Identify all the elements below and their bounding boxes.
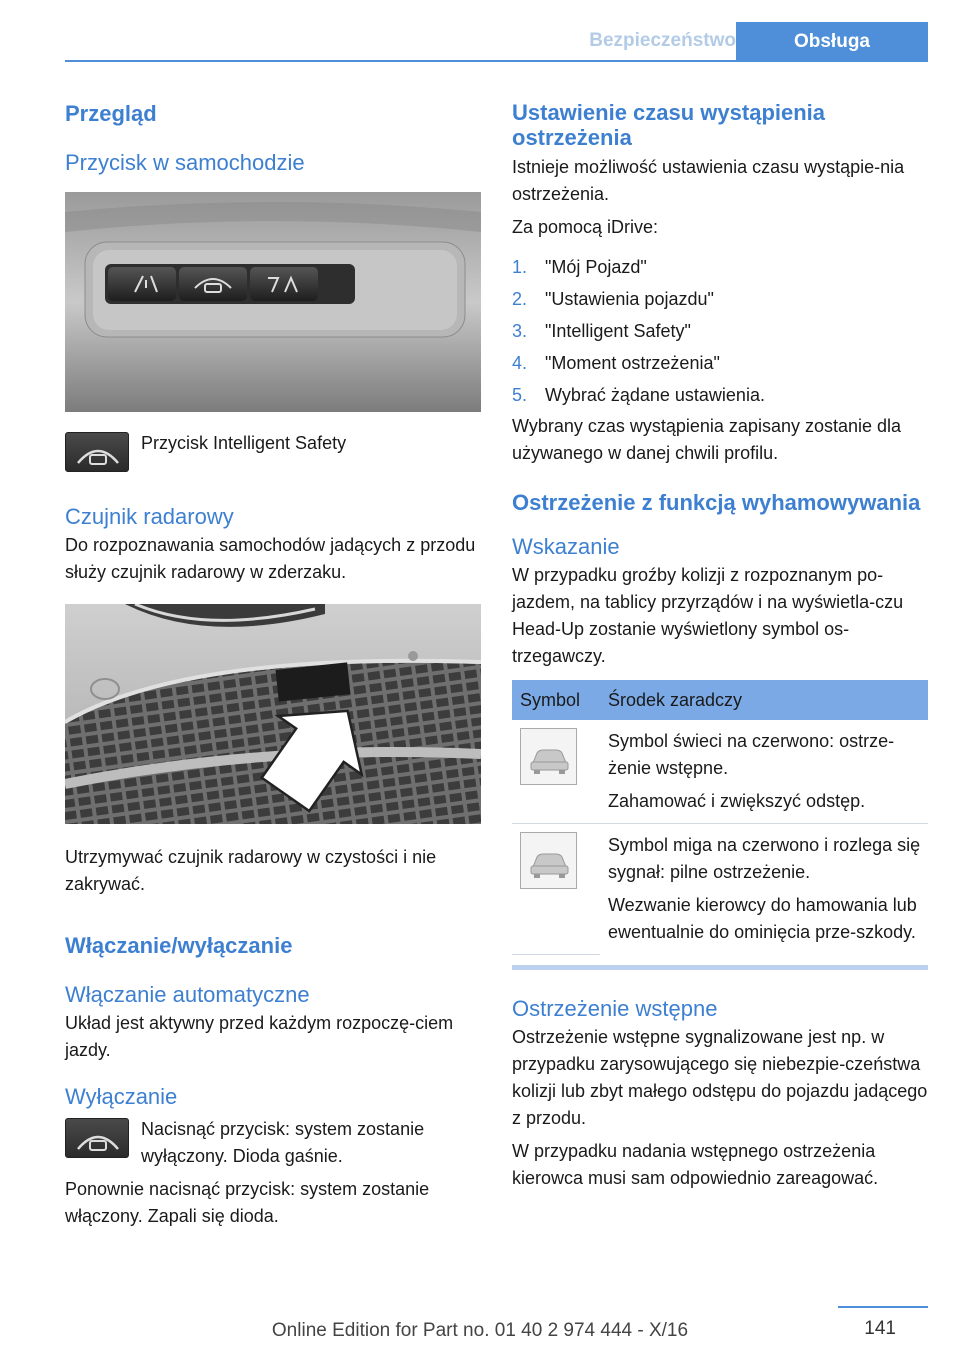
heading-warning-time: Ustawienie czasu wystąpienia ostrzeżenia: [512, 100, 826, 150]
col-symbol: Symbol: [512, 680, 600, 720]
table-row: [512, 824, 928, 955]
button-caption: Przycisk Intelligent Safety: [141, 433, 347, 453]
heading-radar-sensor: Czujnik radarowy: [65, 504, 234, 529]
car-warning-flash-icon: [520, 832, 577, 889]
left-column: [65, 100, 481, 1230]
heading-button-in-car: Przycisk w samochodzie: [65, 150, 305, 175]
row1-text-a: Symbol świeci na czerwono: ostrze-żenie wstępne.: [608, 731, 895, 778]
switch-on-again-text: Ponownie nacisnąć przycisk: system zostanie włączony. Zapali się dioda.: [65, 1179, 430, 1226]
auto-on-text: Układ jest aktywny przed każdym rozpoczę-ciem jazdy.: [65, 1013, 454, 1060]
step-item: 2. "Ustawienia pojazdu": [512, 289, 714, 309]
step-item: 1. "Mój Pojazd": [512, 257, 647, 277]
radar-clean-text: Utrzymywać czujnik radarowy w czystości i nie zakrywać.: [65, 847, 437, 894]
section-tab-safety[interactable]: Bezpieczeństwo: [589, 30, 736, 51]
page-header: [65, 22, 928, 62]
edition-footer: Online Edition for Part no. 01 40 2 974 444 - X/16: [271, 1320, 689, 1341]
idrive-steps: [512, 251, 928, 411]
pre-warning-text: Ostrzeżenie wstępne sygnalizowane jest np. w przypadku zarysowującego się niebezpie-czeństwa kolizji lub zbyt małego odstępu do pojazdu jadącego z przodu.: [512, 1026, 928, 1128]
page-number: 141: [864, 1318, 896, 1339]
switch-off-text: Nacisnąć przycisk: system zostanie wyłączony. Dioda gaśnie.: [141, 1119, 425, 1166]
intelligent-safety-button-icon-2: [65, 1118, 129, 1158]
heading-pre-warning: Ostrzeżenie wstępne: [512, 995, 718, 1021]
right-column: [512, 100, 928, 1192]
heading-auto-on: Włączanie automatyczne: [65, 982, 310, 1007]
section-tab-operation[interactable]: Obsługa: [736, 22, 928, 62]
step-item: 4. "Moment ostrzeżenia": [512, 353, 720, 373]
saved-text: Wybrany czas wystąpienia zapisany zostanie dla używanego w danej chwili profilu.: [512, 416, 902, 463]
table-row: [512, 720, 928, 824]
col-action: Środek zaradczy: [600, 680, 928, 720]
table-end-rule: [512, 965, 928, 970]
row2-text-b: Wezwanie kierowcy do hamowania lub ewentualnie do ominięcia prze-szkody.: [608, 895, 917, 942]
row1-text-b: Zahamować i zwiększyć odstęp.: [608, 791, 866, 811]
symbol-table: [512, 680, 928, 955]
heading-indicator: Wskazanie: [512, 534, 620, 559]
table-header-row: [512, 680, 928, 720]
heading-on-off: Włączanie/wyłączanie: [65, 933, 293, 958]
heading-brake-warning: Ostrzeżenie z funkcją wyhamowywania: [512, 490, 921, 515]
button-panel-photo: [65, 192, 481, 412]
heading-switch-off: Wyłączanie: [65, 1084, 178, 1109]
radar-sensor-photo: [65, 604, 481, 824]
radar-text: Do rozpoznawania samochodów jadących z przodu służy czujnik radarowy w zderzaku.: [65, 535, 476, 582]
page-number-rule: [838, 1306, 928, 1308]
intelligent-safety-button-icon: [65, 432, 129, 472]
car-warning-icon: [520, 728, 577, 785]
switch-off-row: [65, 1116, 481, 1170]
indicator-text: W przypadku groźby kolizji z rozpoznanym po-jazdem, na tablicy przyrządów i na wyświetla-czu Head-Up zostanie wyświetlony symbol os-trzegawczy.: [512, 565, 904, 666]
pre-warning-text-2: W przypadku nadania wstępnego ostrzeżenia kierowca musi sam odpowiednio zareagować.: [512, 1140, 879, 1188]
warning-time-text: Istnieje możliwość ustawienia czasu wystąpie-nia ostrzeżenia.: [512, 157, 905, 204]
step-item: 3. "Intelligent Safety": [512, 321, 691, 341]
idrive-text: Za pomocą iDrive:: [512, 217, 659, 237]
row2-text-a: Symbol miga na czerwono i rozlega się sygnał: pilne ostrzeżenie.: [608, 835, 921, 882]
button-caption-row: [65, 430, 481, 472]
heading-overview: Przegląd: [65, 101, 157, 126]
step-item: 5. Wybrać żądane ustawienia.: [512, 385, 765, 405]
